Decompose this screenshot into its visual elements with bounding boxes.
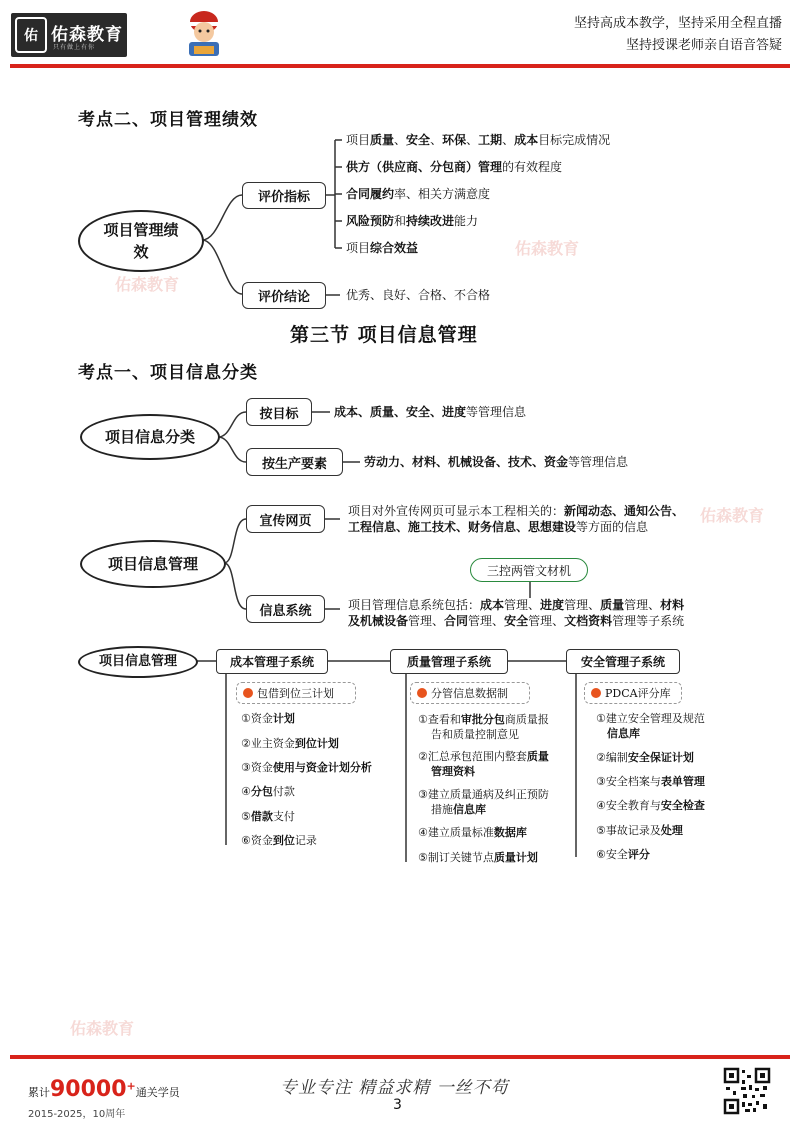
node-root-classification: 项目信息分类	[80, 414, 220, 460]
watermark: 佑森教育	[115, 275, 180, 294]
target-items: 成本、质量、安全、进度等管理信息	[334, 405, 527, 419]
system-desc-line-2: 及机械设备管理、合同管理、安全管理、文档资料管理等子系统	[348, 614, 685, 628]
footer-divider	[10, 1055, 790, 1059]
handwritten-motto: 专业专注 精益求精 一丝不苟	[280, 1078, 509, 1098]
node-root-subsystems: 项目信息管理	[78, 646, 198, 678]
safety-item: 信息库	[607, 727, 640, 740]
tip-text: 分管信息数据制	[431, 687, 508, 700]
eval-item: 供方（供应商、分包商）管理的有效程度	[346, 160, 563, 174]
safety-item: ③安全档案与表单管理	[596, 775, 705, 788]
quality-item: 管理资料	[431, 765, 475, 778]
safety-item: ②编制安全保证计划	[596, 751, 694, 764]
logo-name: 佑森教育	[51, 25, 123, 45]
eval-item: 项目质量、安全、环保、工期、成本目标完成情况	[346, 133, 611, 147]
node-cost-subsystem: 成本管理子系统	[216, 649, 328, 674]
webpage-desc-line-2: 工程信息、施工技术、财务信息、思想建设等方面的信息	[348, 520, 649, 534]
logo-mark-icon: 佑	[15, 17, 47, 53]
count-prefix: 累计	[28, 1086, 50, 1099]
node-info-system: 信息系统	[246, 595, 325, 623]
qr-code-icon	[723, 1067, 771, 1115]
node-root-performance	[78, 210, 204, 272]
count-plus: +	[126, 1079, 136, 1093]
system-desc-line-1: 项目管理信息系统包括：成本管理、进度管理、质量管理、材料	[348, 598, 685, 612]
anniversary-text: 2015-2025，10周年	[28, 1109, 126, 1120]
slogan-line-2: 坚持授课老师亲自语音答疑	[625, 38, 782, 53]
tip-text: PDCA评分库	[605, 687, 671, 700]
count-number: 90000	[50, 1077, 127, 1102]
watermark: 佑森教育	[70, 1019, 135, 1038]
tip-dot-icon	[417, 688, 427, 698]
safety-mnemonic-tip	[584, 682, 682, 704]
eval-item: 合同履约率、相关方满意度	[346, 187, 491, 201]
safety-item: ⑤事故记录及处理	[596, 824, 683, 837]
conclusion-text: 优秀、良好、合格、不合格	[346, 288, 491, 302]
eval-item: 风险预防和持续改进能力	[346, 214, 479, 228]
count-suffix: 通关学员	[135, 1086, 180, 1099]
safety-item: ④安全教育与安全检查	[596, 799, 705, 812]
cost-item: ⑤借款支付	[241, 810, 295, 823]
student-count	[28, 1077, 180, 1102]
logo-tagline: 只有做上有你	[53, 44, 96, 51]
cost-item: ⑥资金到位记录	[241, 834, 317, 847]
page-footer	[0, 1055, 800, 1132]
cost-item: ④分包付款	[241, 785, 295, 798]
node-promo-webpage: 宣传网页	[246, 505, 325, 533]
eval-item: 项目综合效益	[346, 241, 419, 255]
watermark: 佑森教育	[700, 506, 765, 525]
quality-item: ⑤制订关键节点质量计划	[418, 851, 538, 864]
page-number: 3	[393, 1097, 402, 1113]
heading-info-classification: 考点一、项目信息分类	[78, 363, 258, 383]
handwritten-note: 三控两管文材机	[470, 558, 588, 582]
tip-text: 包借到位三计划	[257, 687, 334, 700]
node-by-production-factor: 按生产要素	[246, 448, 343, 476]
safety-item: ⑥安全评分	[596, 848, 650, 861]
quality-item: 措施信息库	[431, 803, 486, 816]
cost-mnemonic-tip	[236, 682, 356, 704]
quality-mnemonic-tip	[410, 682, 530, 704]
section-title: 第三节 项目信息管理	[290, 324, 478, 346]
quality-item: ③建立质量通病及纠正预防	[418, 788, 549, 801]
safety-item: ①建立安全管理及规范	[596, 712, 705, 725]
node-eval-index: 评价指标	[242, 182, 326, 209]
node-safety-subsystem: 安全管理子系统	[566, 649, 680, 674]
cost-item: ③资金使用与资金计划分析	[241, 761, 372, 774]
webpage-desc-line-1: 项目对外宣传网页可显示本工程相关的：新闻动态、通知公告、	[348, 504, 685, 518]
watermark: 佑森教育	[515, 239, 580, 258]
cost-item: ①资金计划	[241, 712, 295, 725]
node-eval-conclusion: 评价结论	[242, 282, 326, 309]
node-by-target: 按目标	[246, 398, 312, 426]
node-root-label: 项目管理绩效	[103, 221, 179, 261]
quality-item: 告和质量控制意见	[431, 728, 519, 741]
quality-item: ④建立质量标准数据库	[418, 826, 527, 839]
slogan-line-1: 坚持高成本教学，坚持采用全程直播	[573, 16, 782, 31]
quality-item: ②汇总承包范围内整套质量	[418, 750, 549, 763]
cost-item: ②业主资金到位计划	[241, 737, 339, 750]
quality-item: ①查看和审批分包商质量报	[418, 713, 549, 726]
heading-performance: 考点二、项目管理绩效	[78, 110, 258, 130]
factor-items: 劳动力、材料、机械设备、技术、资金等管理信息	[364, 455, 629, 469]
tip-dot-icon	[591, 688, 601, 698]
tip-dot-icon	[243, 688, 253, 698]
node-root-info-management: 项目信息管理	[80, 540, 226, 588]
node-quality-subsystem: 质量管理子系统	[390, 649, 508, 674]
